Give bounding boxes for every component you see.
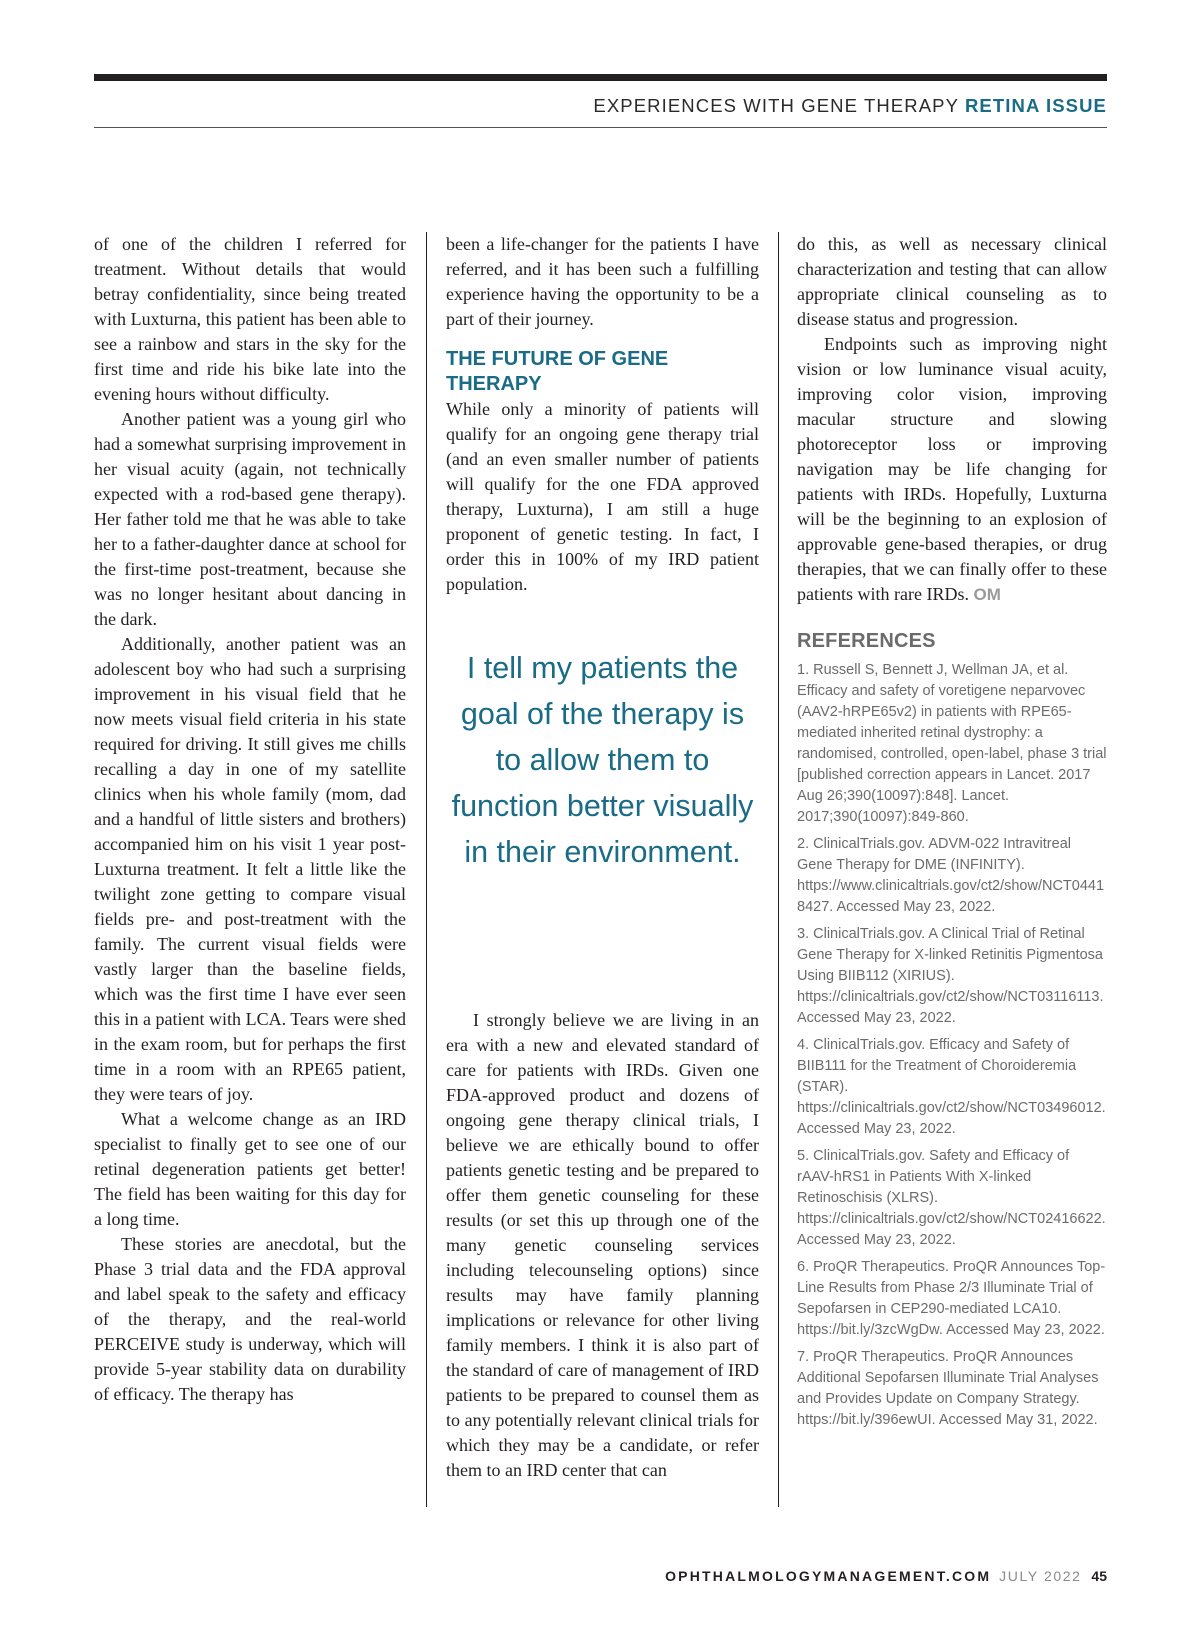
paragraph: Another patient was a young girl who had a somewhat surprising improvement in her visual acuity (again, not technically expected with a rod-based gene therapy). Her father told me that he was able to take her to a father-daughter dance at school for the first-time post-treatment, because she was no longer hesitant about dancing in the dark. [94,409,406,629]
running-header [593,95,1107,117]
column-3 [797,232,1107,607]
paragraph: These stories are anecdotal, but the Phase 3 trial data and the FDA approval and label speak to the safety and efficacy of the therapy, and the real-world PERCEIVE study is underway, which will provide 5-year stability data on durability of efficacy. The therapy has [94,1234,406,1404]
reference-item: 7. ProQR Therapeutics. ProQR Announces Additional Sepofarsen Illuminate Trial Analyses and Provides Update on Company Strategy. https://bit.ly/396ewUI. Accessed May 31, 2022. [797,1349,1099,1428]
column-2 [446,232,759,597]
column-divider [426,232,427,1507]
references-heading: REFERENCES [797,630,936,652]
top-rule [94,74,1107,81]
paragraph: What a welcome change as an IRD specialist to finally get to see one of our retinal degeneration patients get better! The field has been waiting for this day for a long time. [94,1109,406,1229]
paragraph: Additionally, another patient was an adolescent boy who had such a surprising improvement in his visual field that he now meets visual field criteria in his state required for driving. It still gives me chills recalling a day in one of my satellite clinics when his whole family (mom, dad and a handful of little sisters and brothers) accompanied him on his visit 1 year post-Luxturna treatment. It felt a little like the twilight zone getting to compare visual fields pre- and post-treatment with the family. The current visual fields were vastly larger than the baseline fields, which was the first time I have ever seen this in a patient with LCA. Tears were shed in the exam room, but for perhaps the first time in a room with an RPE65 patient, they were tears of joy. [94,634,406,1104]
reference-item: 4. ClinicalTrials.gov. Efficacy and Safety of BIIB111 for the Treatment of Choroideremia (STAR). https://clinicaltrials.gov/ct2/show/NCT03496012. Accessed May 23, 2022. [797,1037,1106,1137]
paragraph: of one of the children I referred for treatment. Without details that would betray confidentiality, since being treated with Luxturna, this patient has been able to see a rainbow and stars in the sky for the first time and ride his bike late into the evening hours without difficulty. [94,234,406,404]
issue-label: RETINA ISSUE [964,95,1107,116]
section-title: EXPERIENCES WITH GENE THERAPY [593,95,959,116]
paragraph: been a life-changer for the patients I have referred, and it has been such a fulfilling experience having the opportunity to be a part of their journey. [446,234,759,329]
paragraph [797,332,1107,607]
end-mark: OM [973,585,1001,604]
paragraph: do this, as well as necessary clinical characterization and testing that can allow appropriate clinical counseling as to disease status and progression. [797,234,1107,329]
reference-item: 5. ClinicalTrials.gov. Safety and Efficacy of rAAV-hRS1 in Patients With X-linked Retinoschisis (XLRS). https://clinicaltrials.gov/ct2/show/NCT02416622. Accessed May 23, 2022. [797,1148,1106,1248]
column-1 [94,232,406,1407]
footer-site: OPHTHALMOLOGYMANAGEMENT.COM [665,1568,992,1584]
paragraph: I strongly believe we are living in an era with a new and elevated standard of care for patients with IRDs. Given one FDA-approved product and dozens of ongoing gene therapy clinical trials, I believe we are ethically bound to offer patients genetic testing and be prepared to offer them genetic counseling for these results (or set this up through one of the many genetic counseling services including telecounseling options) since results may have family planning implications or relevance for other living family members. I think it is also part of the standard of care of management of IRD patients to be prepared to counsel them as to any potentially relevant clinical trials for which they may be a candidate, or refer them to an IRD center that can [446,1010,759,1480]
header-rule [94,127,1107,128]
footer-date: JULY 2022 [999,1568,1082,1584]
column-2-continued [446,1008,759,1483]
pull-quote: I tell my patients the goal of the therapy is to allow them to function better visually in their environment. [451,651,754,869]
page-number: 45 [1091,1568,1107,1584]
paragraph: While only a minority of patients will qualify for an ongoing gene therapy trial (and an even smaller number of patients will qualify for the one FDA approved therapy, Luxturna), I am still a huge proponent of genetic testing. In fact, I order this in 100% of my IRD patient population. [446,399,759,594]
reference-item: 2. ClinicalTrials.gov. ADVM-022 Intravitreal Gene Therapy for DME (INFINITY). https://www.clinicaltrials.gov/ct2/show/NCT04418427. Accessed May 23, 2022. [797,836,1105,915]
column-divider [778,232,779,1507]
references-section [797,630,1109,1437]
paragraph-text: Endpoints such as improving night vision or low luminance visual acuity, improving color vision, improving macular structure and slowing photoreceptor loss or improving navigation may be life changing for patients with IRDs. Hopefully, Luxturna will be the beginning to an explosion of approvable gene-based therapies, or drug therapies, that we can finally offer to these patients with rare IRDs. [797,334,1107,604]
section-subhead: THE FUTURE OF GENE THERAPY [446,348,669,395]
reference-item: 3. ClinicalTrials.gov. A Clinical Trial of Retinal Gene Therapy for X-linked Retinitis Pigmentosa Using BIIB112 (XIRIUS). https://clinicaltrials.gov/ct2/show/NCT03116113. Accessed May 23, 2022. [797,926,1104,1026]
reference-item: 1. Russell S, Bennett J, Wellman JA, et al. Efficacy and safety of voretigene neparvovec (AAV2-hRPE65v2) in patients with RPE65-mediated inherited retinal dystrophy: a randomised, controlled, open-label, phase 3 trial [published correction appears in Lancet. 2017 Aug 26;390(10097):848]. Lancet. 2017;390(10097):849-860. [797,662,1107,825]
page-footer [665,1568,1107,1584]
reference-item: 6. ProQR Therapeutics. ProQR Announces Top-Line Results from Phase 2/3 Illuminate Trial of Sepofarsen in CEP290-mediated LCA10. https://bit.ly/3zcWgDw. Accessed May 23, 2022. [797,1259,1106,1338]
